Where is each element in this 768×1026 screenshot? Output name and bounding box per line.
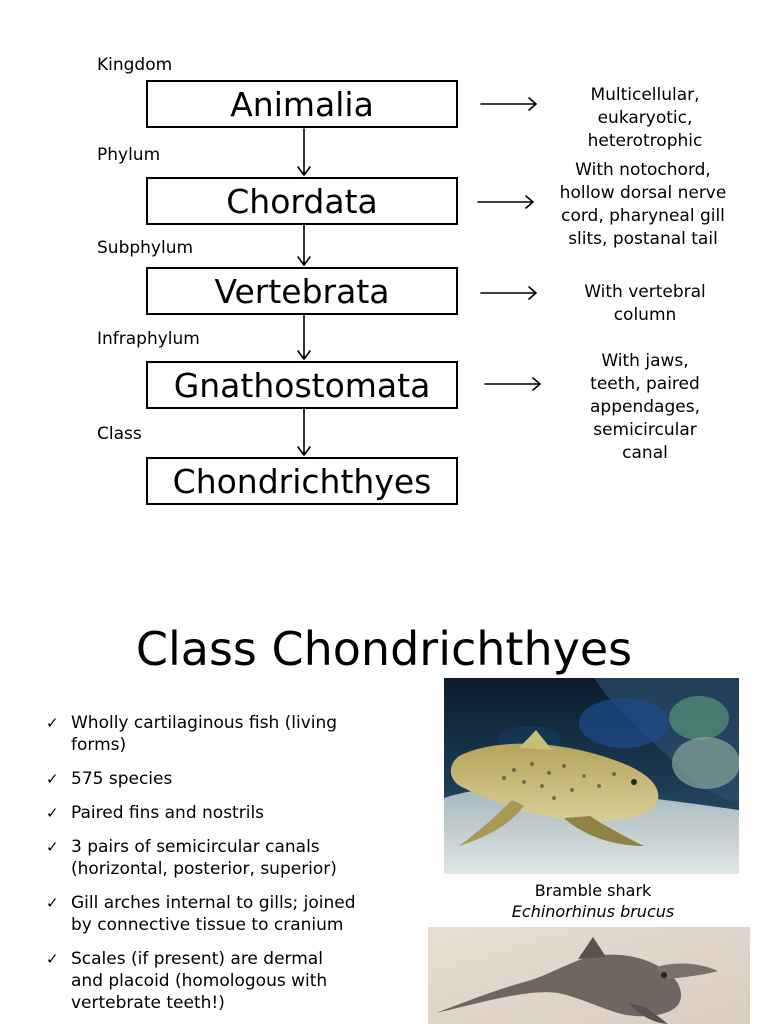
checkmark-icon: ✓: [46, 770, 59, 788]
list-item: ✓ Scales (if present) are dermal and placoid (homologous with vertebrate teeth!): [46, 949, 328, 1013]
taxon-box-gnathostomata: Gnathostomata: [146, 361, 458, 409]
taxon-box-vertebrata: Vertebrata: [146, 267, 458, 315]
chimaera-photo: [428, 927, 750, 1024]
description-vertebrata: With vertebral column: [584, 282, 706, 325]
description-chordata: With notochord, hollow dorsal nerve cord, pharyneal gill slits, postanal tail: [559, 160, 727, 249]
rank-label-infraphylum: Infraphylum: [97, 329, 200, 349]
list-item: ✓ Gill arches internal to gills; joined by connective tissue to cranium: [46, 893, 356, 935]
checkmark-icon: ✓: [46, 714, 59, 732]
bullet-list: [46, 712, 396, 1026]
rank-label-phylum: Phylum: [97, 145, 161, 165]
checkmark-icon: ✓: [46, 894, 59, 912]
rank-label-class: Class: [97, 424, 142, 444]
shark-photo: [444, 678, 739, 874]
down-arrow-icon: [298, 315, 310, 359]
right-arrow-icon: [478, 196, 533, 208]
down-arrow-icon: [298, 225, 310, 265]
list-item: ✓ Paired fins and nostrils: [46, 803, 265, 823]
right-arrow-icon: [481, 287, 536, 299]
taxon-box-chondrichthyes: Chondrichthyes: [146, 457, 458, 505]
list-item: ✓ 3 pairs of semicircular canals (horizontal, posterior, superior): [46, 837, 337, 879]
checkmark-icon: ✓: [46, 950, 59, 968]
down-arrow-icon: [298, 409, 310, 455]
right-arrow-icon: [485, 378, 540, 390]
down-arrow-icon: [298, 129, 310, 175]
right-arrow-icon: [481, 98, 536, 110]
description-gnathostomata: With jaws, teeth, paired appendages, semicircular canal: [590, 351, 700, 463]
taxon-box-animalia: Animalia: [146, 80, 458, 128]
taxon-box-chordata: Chordata: [146, 177, 458, 225]
page-title: Class Chondrichthyes: [135, 622, 633, 676]
photo-caption-bramble-shark: Bramble shark Echinorhinus brucus: [511, 881, 675, 921]
checkmark-icon: ✓: [46, 804, 59, 822]
list-item: ✓ Wholly cartilaginous fish (living forms): [46, 713, 338, 755]
list-item: ✓ 575 species: [46, 769, 173, 789]
description-animalia: Multicellular, eukaryotic, heterotrophic: [587, 85, 703, 151]
rank-label-subphylum: Subphylum: [97, 238, 194, 258]
rank-label-kingdom: Kingdom: [97, 55, 173, 75]
checkmark-icon: ✓: [46, 838, 59, 856]
